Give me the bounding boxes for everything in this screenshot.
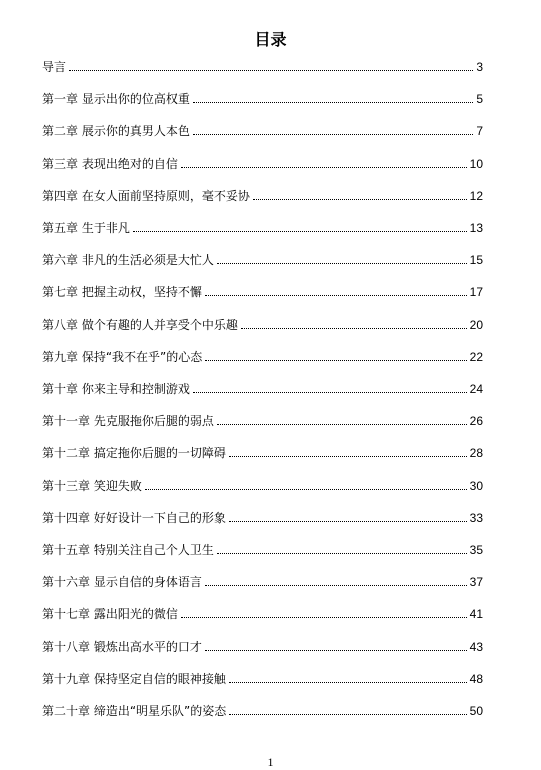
toc-entry[interactable] (42, 603, 483, 621)
toc-entry[interactable] (42, 668, 483, 686)
toc-entry-label: 第七章 把握主动权，坚持不懈 (42, 285, 202, 300)
toc-dot-leader (205, 295, 467, 296)
toc-entry-page-number: 13 (469, 221, 483, 235)
toc-entry-label: 第五章 生于非凡 (42, 221, 130, 235)
toc-entry-page-number: 35 (469, 543, 483, 557)
toc-entry[interactable] (42, 507, 483, 525)
toc-entry-page-number: 33 (469, 510, 483, 525)
toc-entry-page-number: 30 (469, 478, 483, 493)
toc-entry-label: 第十七章 露出阳光的微信 (42, 607, 178, 622)
toc-entry-page-number: 15 (469, 253, 483, 268)
toc-dot-leader (145, 489, 467, 490)
toc-entry[interactable] (42, 120, 483, 138)
toc-entry[interactable] (42, 217, 483, 235)
toc-entry-page-number: 41 (469, 607, 483, 622)
toc-dot-leader (241, 328, 467, 329)
toc-dot-leader (217, 424, 467, 425)
toc-entry[interactable] (42, 539, 483, 557)
toc-entry-label: 导言 (42, 60, 67, 74)
toc-entry-page-number: 7 (476, 124, 483, 139)
toc-entry-page-number: 43 (469, 639, 483, 654)
toc-entry-page-number: 17 (469, 285, 483, 300)
toc-entry-label: 第六章 非凡的生活必须是大忙人 (42, 253, 214, 268)
toc-dot-leader (217, 553, 467, 554)
toc-entry-page-number: 24 (469, 382, 483, 396)
toc-entry[interactable] (42, 636, 483, 654)
toc-entry[interactable] (42, 153, 483, 171)
toc-dot-leader (181, 167, 467, 168)
toc-entry[interactable] (42, 249, 483, 267)
toc-dot-leader (229, 456, 467, 457)
toc-entry-label: 第十九章 保持坚定自信的眼神接触 (42, 671, 226, 686)
toc-dot-leader (133, 231, 467, 232)
toc-entry-page-number: 12 (469, 188, 483, 203)
toc-entry[interactable] (42, 314, 483, 332)
toc-entry-page-number: 26 (469, 414, 483, 429)
toc-entry-label: 第十三章 笑迎失败 (42, 478, 142, 493)
toc-entry[interactable] (42, 281, 483, 299)
toc-dot-leader (69, 70, 473, 71)
toc-dot-leader (217, 263, 467, 264)
toc-entry[interactable] (42, 700, 483, 718)
toc-entry-page-number: 22 (469, 349, 483, 364)
toc-entry-page-number: 10 (469, 156, 483, 171)
toc-dot-leader (193, 392, 467, 393)
toc-entry-label: 第十八章 锻炼出高水平的口才 (42, 639, 202, 654)
toc-entry-page-number: 5 (476, 92, 483, 107)
toc-entry[interactable] (42, 185, 483, 203)
toc-entry-label: 第九章 保持“我不在乎”的心态 (42, 349, 203, 364)
page-number: 1 (267, 755, 274, 769)
toc-entry-label: 第十章 你来主导和控制游戏 (42, 382, 190, 396)
toc-dot-leader (229, 521, 467, 522)
toc-entry[interactable] (42, 378, 483, 396)
toc-entry-label: 第十一章 先克服拖你后腿的弱点 (42, 414, 214, 429)
toc-dot-leader (193, 102, 473, 103)
toc-entry-page-number: 3 (476, 60, 483, 74)
toc-entry-label: 第十二章 搞定拖你后腿的一切障碍 (42, 446, 226, 461)
toc-dot-leader (229, 682, 467, 683)
toc-entry-label: 第十六章 显示自信的身体语言 (42, 575, 202, 590)
toc-dot-leader (205, 650, 467, 651)
toc-dot-leader (193, 134, 473, 135)
toc-dot-leader (205, 360, 466, 361)
toc-entry-page-number: 37 (469, 575, 483, 590)
toc-entry-label: 第二章 展示你的真男人本色 (42, 124, 190, 139)
toc-entry-label: 第一章 显示出你的位高权重 (42, 92, 190, 107)
toc-entry[interactable] (42, 56, 483, 74)
toc-title: 目录 (254, 30, 287, 49)
toc-entry[interactable] (42, 475, 483, 493)
toc-dot-leader (229, 714, 466, 715)
toc-entry[interactable] (42, 571, 483, 589)
toc-entry-page-number: 50 (469, 704, 483, 718)
toc-entry-page-number: 48 (469, 671, 483, 686)
toc-entry[interactable] (42, 88, 483, 106)
toc-dot-leader (253, 199, 467, 200)
toc-entry-label: 第四章 在女人面前坚持原则，毫不妥协 (42, 188, 250, 203)
toc-entry-label: 第十四章 好好设计一下自己的形象 (42, 510, 226, 525)
toc-entry-label: 第十五章 特别关注自己个人卫生 (42, 543, 214, 557)
toc-entry-label: 第八章 做个有趣的人并享受个中乐趣 (42, 317, 238, 332)
toc-entry[interactable] (42, 346, 483, 364)
toc-entry-page-number: 28 (469, 446, 483, 461)
toc-dot-leader (181, 617, 467, 618)
toc-entry-label: 第三章 表现出绝对的自信 (42, 156, 178, 171)
toc-entry[interactable] (42, 442, 483, 460)
toc-entry-label: 第二十章 缔造出“明星乐队”的姿态 (42, 704, 227, 718)
toc-dot-leader (205, 585, 467, 586)
toc-entry[interactable] (42, 410, 483, 428)
toc-entry-page-number: 20 (469, 317, 483, 332)
